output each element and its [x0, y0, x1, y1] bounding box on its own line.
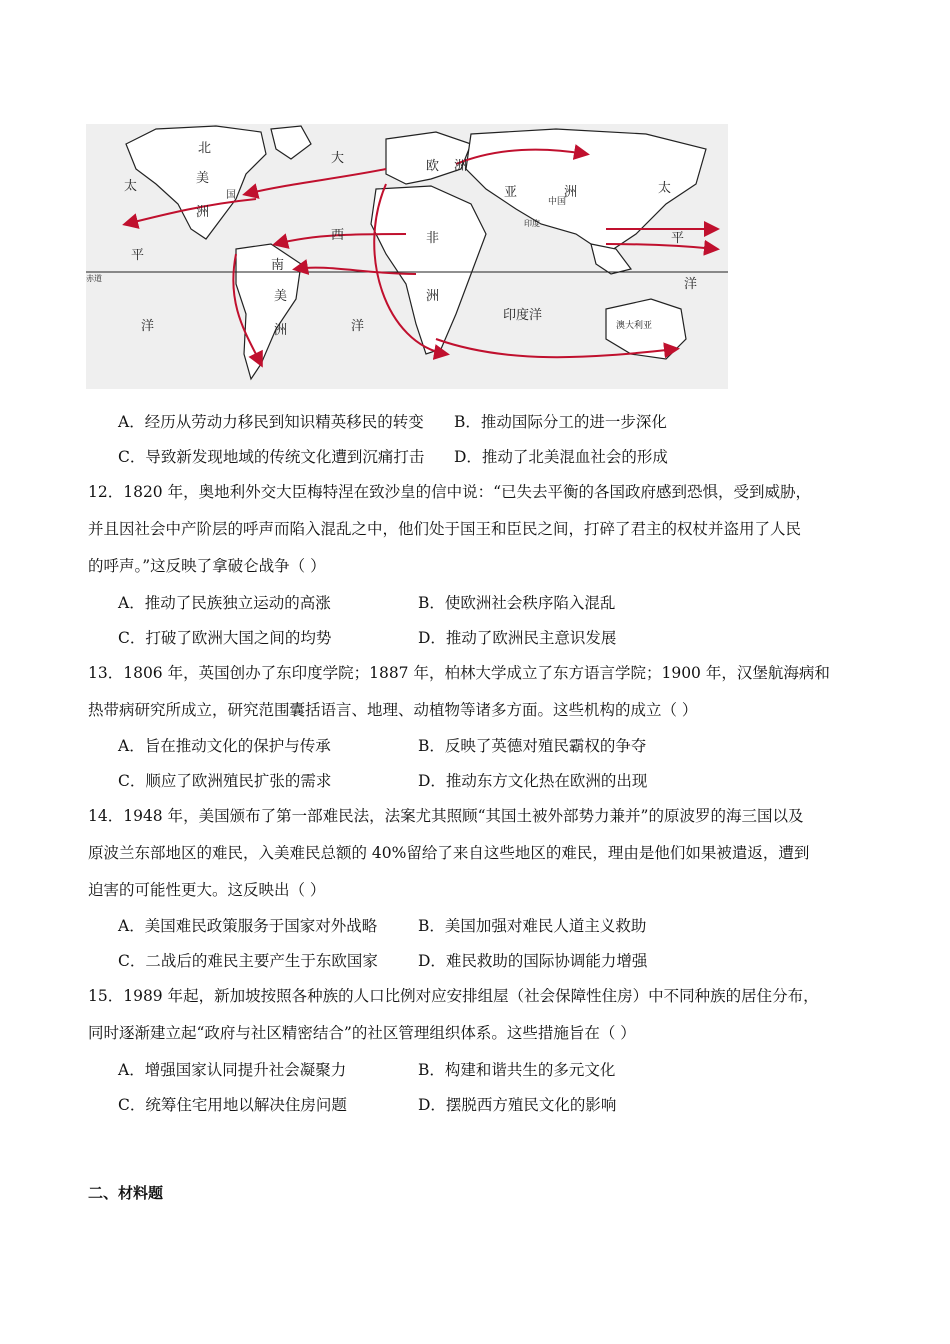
africa-shape	[371, 186, 486, 354]
label-ping: 平	[131, 248, 145, 263]
q14-line3: 迫害的可能性更大。这反映出（ ）	[88, 881, 326, 899]
q12-line2: 并且因社会中产阶层的呼声而陷入混乱之中，他们处于国王和臣民之间，打碎了君主的权杖并盗用了人民	[88, 520, 802, 538]
q12-option-a: A．推动了民族独立运动的高涨	[118, 594, 331, 612]
label-zhou-asia: 洲	[564, 185, 578, 200]
label-ou: 欧	[426, 159, 440, 174]
label-zhongguo: 中国	[548, 197, 567, 207]
q12-line1: 12．1820 年，奥地利外交大臣梅特涅在致沙皇的信中说：“已失去平衡的各国政府感到恐惧，受到威胁，	[88, 483, 812, 501]
label-yindu: 印度	[524, 219, 540, 228]
q12-option-d: D．推动了欧洲民主意识发展	[418, 629, 617, 647]
q13-option-a: A．旨在推动文化的保护与传承	[118, 737, 331, 755]
world-migration-map	[86, 124, 728, 389]
label-tai-left: 太	[124, 179, 138, 194]
label-yang-left: 洋	[141, 319, 155, 334]
label-ping-right: 平	[671, 231, 685, 246]
map-svg	[86, 124, 728, 389]
label-zhou-af: 洲	[426, 289, 440, 304]
q15-option-a: A．增强国家认同提升社会凝聚力	[118, 1061, 347, 1079]
label-equator: 赤道	[86, 274, 102, 283]
q11-option-c: C．导致新发现地域的传统文化遭到沉痛打击	[118, 448, 425, 466]
label-america2: 美	[274, 289, 288, 304]
q15-line2: 同时逐渐建立起“政府与社区精密结合”的社区管理组织体系。这些措施旨在（ ）	[88, 1024, 636, 1042]
q14-option-c: C．二战后的难民主要产生于东欧国家	[118, 952, 378, 970]
q11-option-a: A．经历从劳动力移民到知识精英移民的转变	[118, 413, 424, 431]
label-yang-right: 洋	[684, 277, 698, 292]
south-america-shape	[236, 244, 301, 379]
europe-shape	[386, 132, 471, 184]
q15-line1: 15．1989 年起，新加坡按照各种族的人口比例对应安排组屋（社会保障性住房）中不同种族的居住分布，	[88, 987, 819, 1005]
q14-option-d: D．难民救助的国际协调能力增强	[418, 952, 648, 970]
label-continent1: 洲	[196, 205, 210, 220]
q13-option-d: D．推动东方文化热在欧洲的出现	[418, 772, 648, 790]
q13-option-c: C．顺应了欧洲殖民扩张的需求	[118, 772, 332, 790]
label-south: 南	[271, 258, 285, 273]
q14-option-a: A．美国难民政策服务于国家对外战略	[118, 917, 378, 935]
q15-option-b: B．构建和谐共生的多元文化	[418, 1061, 616, 1079]
q11-option-d: D．推动了北美混血社会的形成	[454, 448, 668, 466]
arrow-asia-to-pacific-2	[606, 244, 716, 249]
q13-option-b: B．反映了英德对殖民霸权的争夺	[418, 737, 647, 755]
section-heading-materials: 二、材料题	[88, 1184, 164, 1202]
label-north: 北	[198, 141, 212, 156]
label-aus: 澳大利亚	[616, 321, 653, 331]
q13-line1: 13．1806 年，英国创办了东印度学院；1887 年，柏林大学成立了东方语言学院；1900 年，汉堡航海病和	[88, 664, 830, 682]
q14-line2: 原波兰东部地区的难民，入美难民总额的 40%留给了来自这些地区的难民，理由是他们如果被遣返，遭到	[88, 844, 810, 862]
q15-option-d: D．摆脱西方殖民文化的影响	[418, 1096, 617, 1114]
q12-option-c: C．打破了欧洲大国之间的均势	[118, 629, 332, 647]
label-ya: 亚	[504, 185, 518, 200]
label-fei: 非	[426, 231, 440, 246]
label-guo: 国	[226, 190, 236, 201]
q15-option-c: C．统筹住宅用地以解决住房问题	[118, 1096, 347, 1114]
arrow-europe-to-america	[246, 169, 386, 194]
q12-option-b: B．使欧洲社会秩序陷入混乱	[418, 594, 616, 612]
label-continent2: 洲	[274, 323, 288, 338]
label-yinduyang: 印度洋	[503, 308, 543, 323]
label-zhou-eu: 洲	[454, 159, 468, 174]
se-asia-islands	[591, 244, 631, 274]
label-da: 大	[331, 151, 345, 166]
q14-option-b: B．美国加强对难民人道主义救助	[418, 917, 647, 935]
q14-line1: 14．1948 年，美国颁布了第一部难民法，法案尤其照顾“其国土被外部势力兼并”的原波罗的海三国以及	[88, 807, 804, 825]
q13-line2: 热带病研究所成立，研究范围囊括语言、地理、动植物等诸多方面。这些机构的成立（ ）	[88, 701, 698, 719]
q12-line3: 的呼声。”这反映了拿破仑战争（ ）	[88, 557, 326, 575]
q11-option-b: B．推动国际分工的进一步深化	[454, 413, 667, 431]
label-xi: 西	[331, 228, 345, 243]
greenland-shape	[271, 126, 311, 159]
label-america1: 美	[196, 171, 210, 186]
label-yang-mid: 洋	[351, 319, 365, 334]
label-tai-right: 太	[658, 181, 672, 196]
